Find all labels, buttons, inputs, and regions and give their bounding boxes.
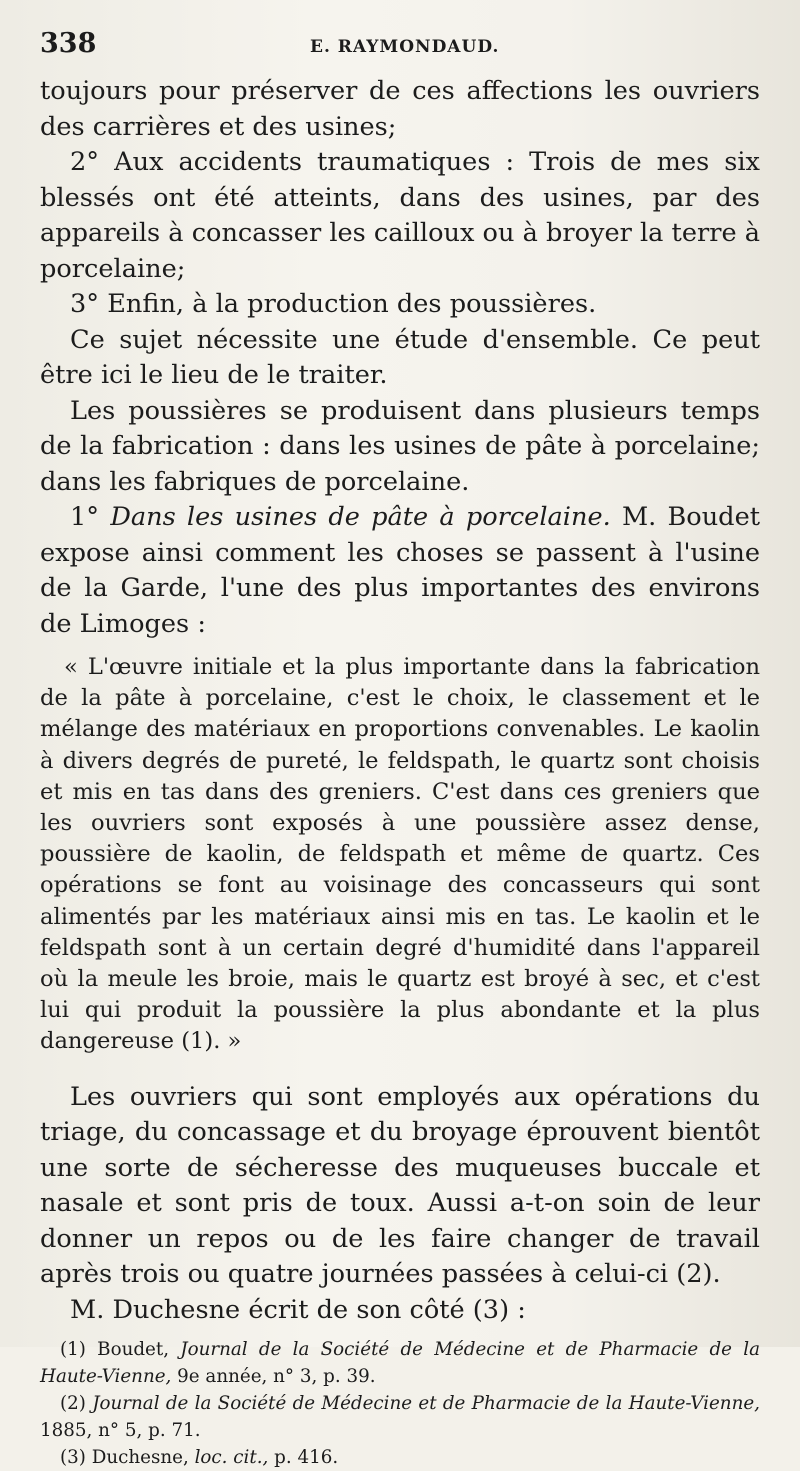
quotation-block: [40, 652, 760, 1058]
body-text-continued: [40, 1080, 760, 1329]
paragraph: 2° Aux accidents traumatiques : Trois de mes six blessés ont été atteints, dans des usines, par des appareils à concasser les cailloux ou à broyer la terre à porcelaine;: [40, 147, 760, 284]
paragraph: Les ouvriers qui sont employés aux opérations du triage, du concassage et du broyage éprouvent bientôt une sorte de sécheresse des muqueuses buccale et nasale et sont pris de toux. Aussi a-t-on soin de leur donner un repos ou de les faire changer de travail après trois ou quatre journées passées à celui-ci (2).: [40, 1081, 760, 1290]
paragraph: 3° Enfin, à la production des poussières.: [70, 289, 597, 319]
footnote: (2) Journal de la Société de Médecine et de Pharmacie de la Haute-Vienne, 1885, n° 5, p. 71.: [40, 1393, 760, 1442]
section-title: Dans les usines de pâte à porcelaine.: [110, 502, 611, 532]
section-text: M. Boudet expose ainsi comment les choses se passent à l'usine de la Garde, l'une des plus importantes des environs de Limoges :: [40, 502, 760, 639]
page-number: 338: [40, 28, 97, 59]
section-paragraph: [40, 500, 760, 642]
body-text: [40, 74, 760, 642]
paragraph: toujours pour préserver de ces affections les ouvriers des carrières et des usines;: [40, 76, 760, 142]
footnote: (1) Boudet, Journal de la Société de Médecine et de Pharmacie de la Haute-Vienne, 9e année, n° 3, p. 39.: [40, 1339, 760, 1388]
paragraph: Ce sujet nécessite une étude d'ensemble. Ce peut être ici le lieu de le traiter.: [40, 324, 760, 390]
page-header: [40, 28, 760, 70]
paragraph: Les poussières se produisent dans plusieurs temps de la fabrication : dans les usines de pâte à porcelaine; dans les fabriques de porcelaine.: [40, 395, 760, 497]
footnotes: [40, 1336, 760, 1471]
quotation-text: « L'œuvre initiale et la plus importante dans la fabrication de la pâte à porcelaine, c'est le choix, le classement et le mélange des matériaux en proportions convenables. Le kaolin à divers degrés de pureté, le feldspath, le quartz sont choisis et mis en tas dans des greniers. C'est dans ces greniers que les ouvriers sont exposés à une poussière assez dense, poussière de kaolin, de feldspath et même de quartz. Ces opérations se font au voisinage des concasseurs qui sont alimentés par les matériaux ainsi mis en tas. Le kaolin et le feldspath sont à un certain degré d'humidité dans l'appareil où la meule les broie, mais le quartz est broyé à sec, et c'est lui qui produit la poussière la plus abondante et la plus dangereuse (1). »: [40, 654, 760, 1055]
section-number: 1°: [70, 502, 100, 532]
footnote: (3) Duchesne, loc. cit., p. 416.: [60, 1447, 339, 1469]
running-head: E. RAYMONDAUD.: [310, 37, 500, 57]
paragraph: M. Duchesne écrit de son côté (3) :: [70, 1294, 526, 1325]
